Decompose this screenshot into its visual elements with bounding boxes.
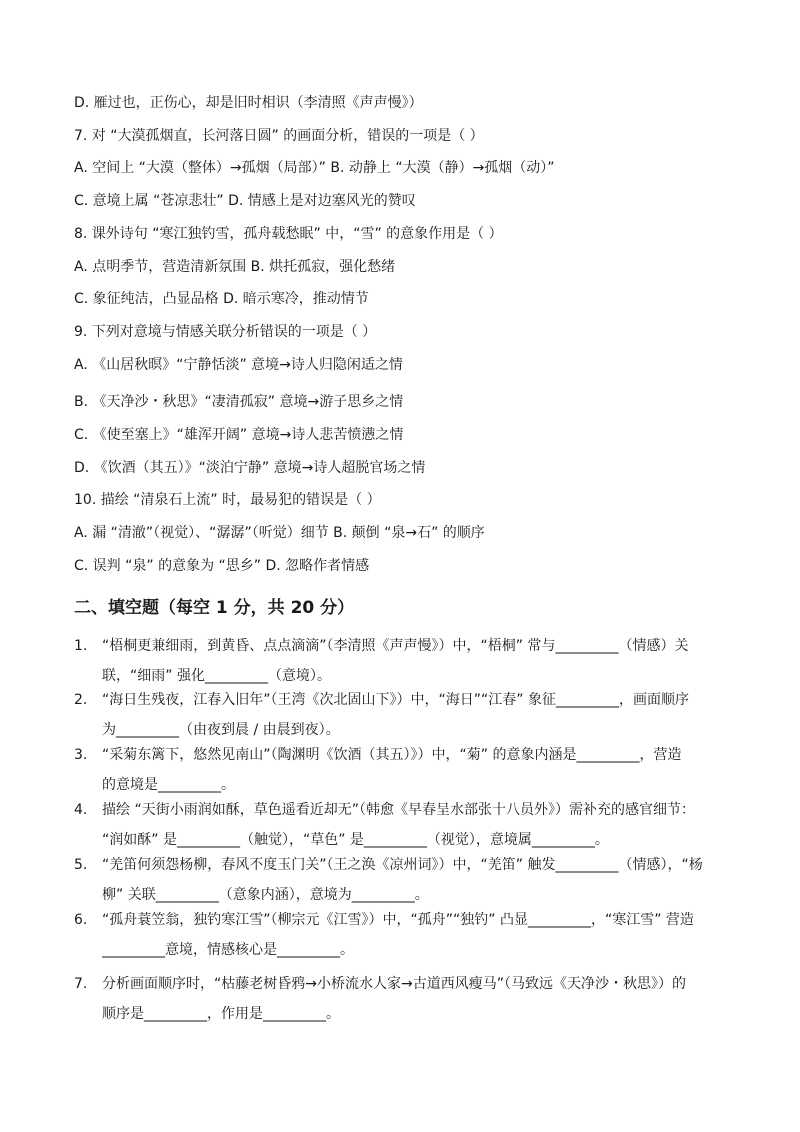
question-line: _________意境，情感核心是_________。: [102, 942, 354, 958]
question-line: 的意境是_________。: [102, 777, 235, 793]
options-7ab: A. 空间上 “大漠（整体）→孤烟（局部）” B. 动静上 “大漠（静）→孤烟（动）”: [74, 160, 555, 176]
question-number: 1.: [74, 638, 88, 654]
question-9: 9. 下列对意境与情感关联分析错误的一项是（ ）: [74, 324, 377, 340]
question-line: “采菊东篱下，悠然见南山”（陶渊明《饮酒（其五）》）中，“菊” 的意象内涵是_________，营造: [102, 747, 682, 763]
option-9d: D. 《饮酒（其五）》“淡泊宁静” 意境→诗人超脱官场之情: [74, 460, 426, 476]
options-7cd: C. 意境上属 “苍凉悲壮” D. 情感上是对边塞风光的赞叹: [74, 193, 416, 209]
question-number: 4.: [74, 802, 88, 818]
section-title-fill-in: 二、填空题（每空 1 分，共 20 分）: [74, 598, 355, 618]
option-9c: C. 《使至塞上》“雄浑开阔” 意境→诗人悲苦愤懑之情: [74, 427, 404, 443]
question-line: “孤舟蓑笠翁，独钓寒江雪”（柳宗元《江雪》）中，“孤舟”“独钓” 凸显_________，“寒江雪” 营造: [102, 912, 694, 928]
options-8cd: C. 象征纯洁，凸显品格 D. 暗示寒冷，推动情节: [74, 291, 369, 307]
question-line: 顺序是_________，作用是_________。: [102, 1006, 340, 1022]
options-10ab: A. 漏 “清澈”（视觉）、“潺潺”（听觉）细节 B. 颠倒 “泉→石” 的顺序: [74, 525, 485, 541]
question-line: “羌笛何须怨杨柳，春风不度玉门关”（王之涣《凉州词》）中，“羌笛” 触发_________（情感），“杨: [102, 857, 703, 873]
option-9b: B. 《天净沙・秋思》“凄清孤寂” 意境→游子思乡之情: [74, 394, 404, 410]
option-9a: A. 《山居秋暝》“宁静恬淡” 意境→诗人归隐闲适之情: [74, 357, 403, 373]
question-line: “海日生残夜，江春入旧年”（王湾《次北固山下》）中，“海日”“江春” 象征_________，画面顺序: [102, 692, 689, 708]
question-7: 7. 对 “大漠孤烟直，长河落日圆” 的画面分析，错误的一项是（ ）: [74, 128, 484, 144]
question-line: 柳” 关联_________（意象内涵），意境为_________。: [102, 887, 429, 903]
question-line: “润如酥” 是_________（触觉），“草色” 是_________（视觉），意境属_________。: [102, 832, 609, 848]
question-number: 6.: [74, 912, 88, 928]
question-10: 10. 描绘 “清泉石上流” 时，最易犯的错误是（ ）: [74, 492, 381, 508]
options-8ab: A. 点明季节，营造清新氛围 B. 烘托孤寂，强化愁绪: [74, 259, 396, 275]
question-line: 描绘 “天街小雨润如酥，草色遥看近却无”（韩愈《早春呈水部张十八员外》）需补充的感官细节：: [102, 802, 695, 818]
question-number: 5.: [74, 857, 88, 873]
question-number: 3.: [74, 747, 88, 763]
question-line: 分析画面顺序时，“枯藤老树昏鸦→小桥流水人家→古道西风瘦马”（马致远《天净沙・秋思》）的: [102, 976, 686, 992]
question-number: 7.: [74, 976, 88, 992]
options-10cd: C. 误判 “泉” 的意象为 “思乡” D. 忽略作者情感: [74, 558, 370, 574]
question-line: 联，“细雨” 强化_________（意境）。: [102, 668, 331, 684]
question-number: 2.: [74, 692, 88, 708]
question-line: “梧桐更兼细雨，到黄昏、点点滴滴”（李清照《声声慢》）中，“梧桐” 常与_________（情感）关: [102, 638, 689, 654]
question-8: 8. 课外诗句 “寒江独钓雪，孤舟载愁眠” 中，“雪” 的意象作用是（ ）: [74, 226, 503, 242]
option-6d: D. 雁过也，正伤心，却是旧时相识（李清照《声声慢》）: [74, 95, 423, 111]
question-line: 为_________（由夜到晨 / 由晨到夜）。: [102, 722, 340, 738]
